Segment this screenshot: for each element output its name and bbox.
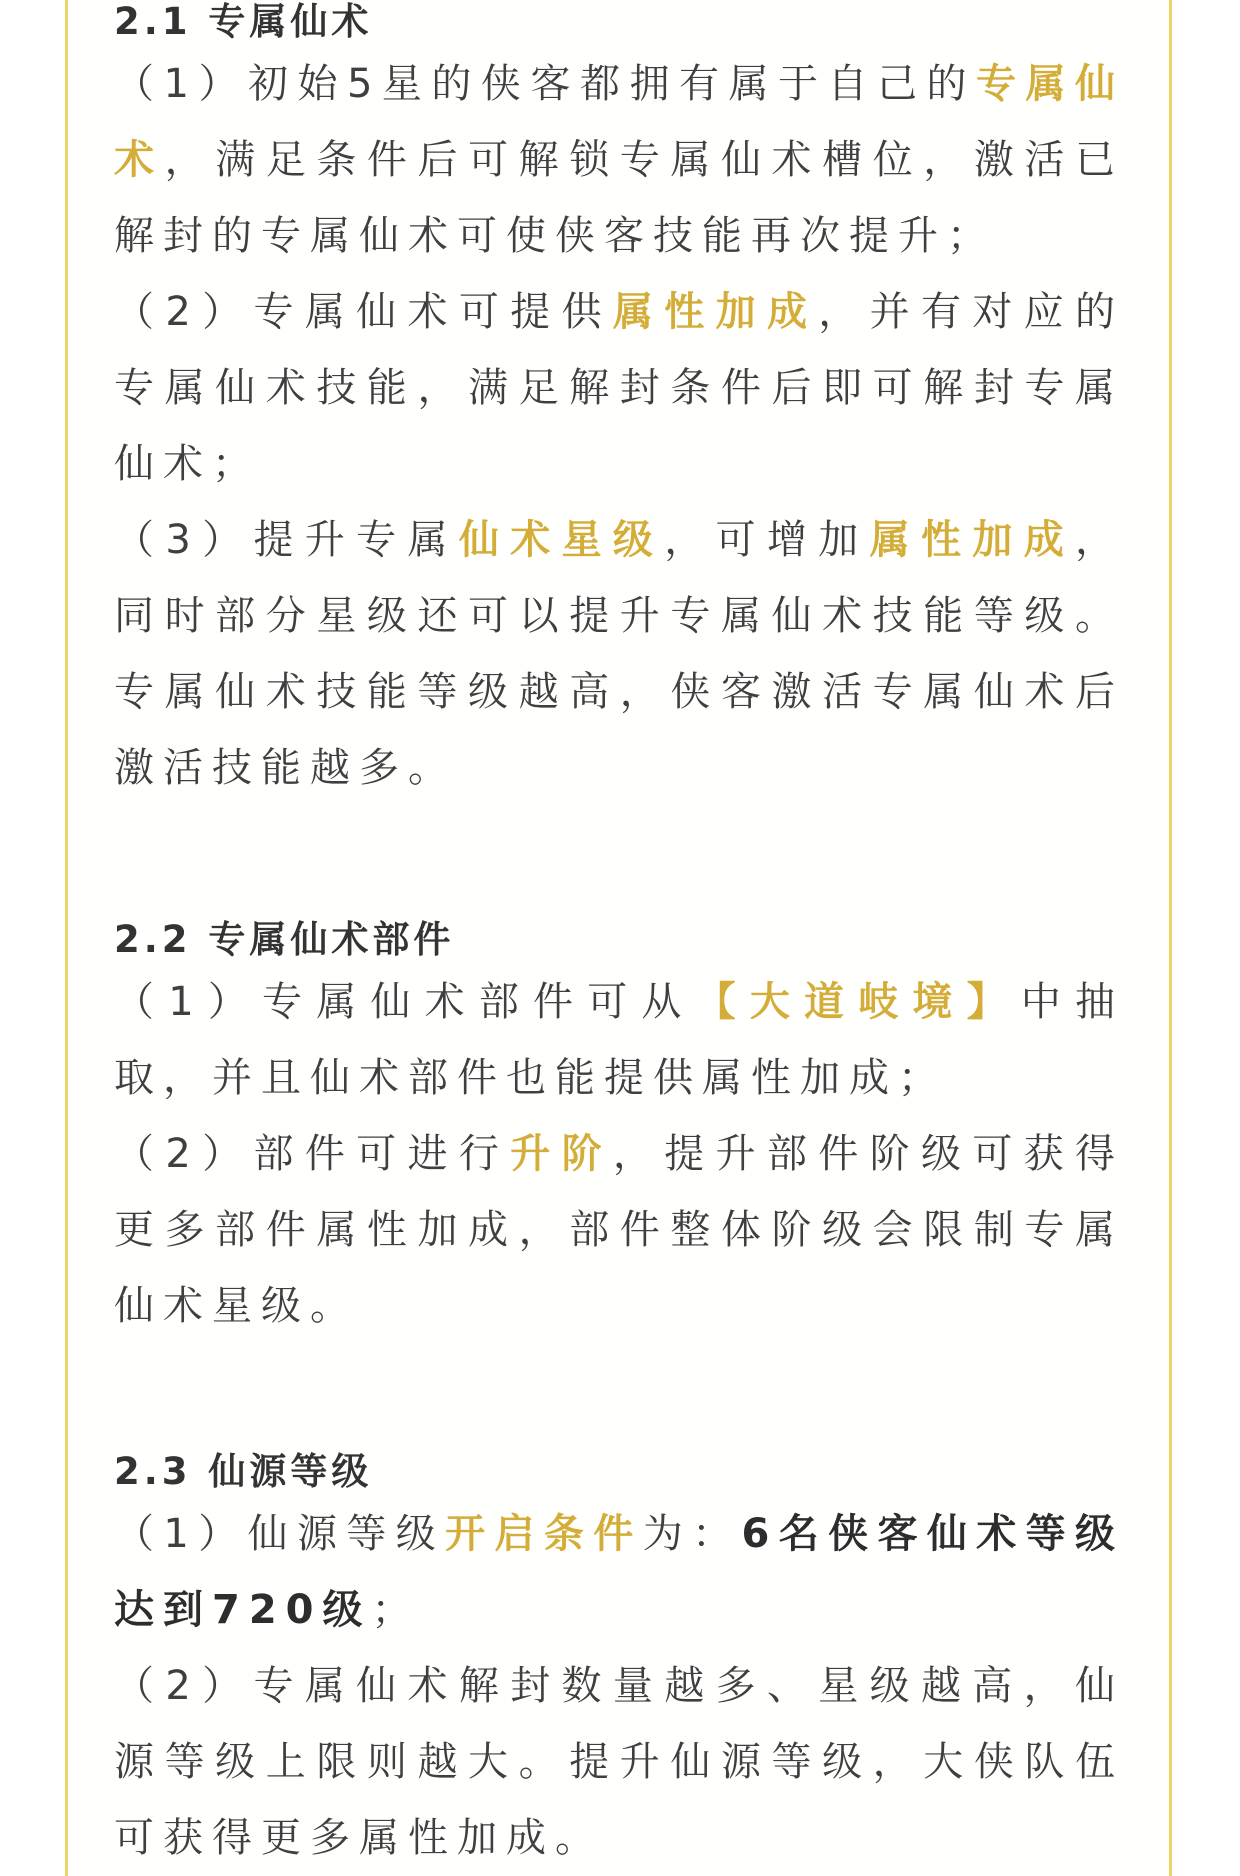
body-text: （3）提升专属: [114, 517, 459, 563]
body-text: （1）专属仙术部件可从: [114, 979, 696, 1025]
body-text: ，并有对应的专属仙术技能，满足解封条件后即可解封专属仙术；: [114, 289, 1125, 487]
body-text: （2）专属仙术可提供: [114, 289, 613, 335]
section-body: [114, 964, 1124, 1344]
paragraph: [114, 502, 1124, 806]
section-heading: 2.1 专属仙术: [114, 0, 373, 43]
section-exclusive-magic: [114, 0, 1124, 806]
body-text: 中抽取，并且仙术部件也能提供属性加成；: [114, 979, 1125, 1101]
highlight-text: 【大道岐境】: [695, 979, 1021, 1025]
body-text: ，可增加: [664, 517, 870, 563]
paragraph: [114, 1496, 1124, 1648]
section-magic-parts: [114, 918, 1124, 1344]
body-text: （1）初始5星的侠客都拥有属于自己的: [114, 61, 976, 107]
paragraph: [114, 46, 1124, 274]
section-heading: 2.2 专属仙术部件: [114, 918, 455, 961]
body-text: ，满足条件后可解锁专属仙术槽位，激活已解封的专属仙术可使侠客技能再次提升；: [114, 137, 1125, 259]
section-source-level: [114, 1450, 1124, 1876]
highlight-text: 开启条件: [445, 1511, 643, 1557]
paragraph: [114, 1648, 1124, 1876]
paragraph: [114, 964, 1124, 1116]
body-text: （2）部件可进行: [114, 1131, 511, 1177]
bold-text: 6名侠客仙术等级达到720级: [114, 1511, 1125, 1633]
body-text: 为：: [642, 1511, 742, 1557]
highlight-text: 仙术星级: [458, 517, 665, 563]
section-heading: 2.3 仙源等级: [114, 1450, 373, 1493]
highlight-text: 专属仙术: [114, 61, 1124, 183]
body-text: （1）仙源等级: [114, 1511, 446, 1557]
highlight-text: 属性加成: [869, 517, 1076, 563]
section-body: [114, 46, 1124, 806]
highlight-text: 升阶: [510, 1131, 613, 1177]
body-text: （2）专属仙术解封数量越多、星级越高，仙源等级上限则越大。提升仙源等级，大侠队伍可获得更多属性加成。: [114, 1663, 1124, 1861]
paragraph: [114, 1116, 1124, 1344]
body-text: ，同时部分星级还可以提升专属仙术技能等级。专属仙术技能等级越高，侠客激活专属仙术后激活技能越多。: [114, 517, 1125, 791]
body-text: ；: [371, 1587, 421, 1633]
highlight-text: 属性加成: [612, 289, 819, 335]
paragraph: [114, 274, 1124, 502]
section-body: [114, 1496, 1124, 1876]
body-text: ，提升部件阶级可获得更多部件属性加成，部件整体阶级会限制专属仙术星级。: [114, 1131, 1125, 1329]
